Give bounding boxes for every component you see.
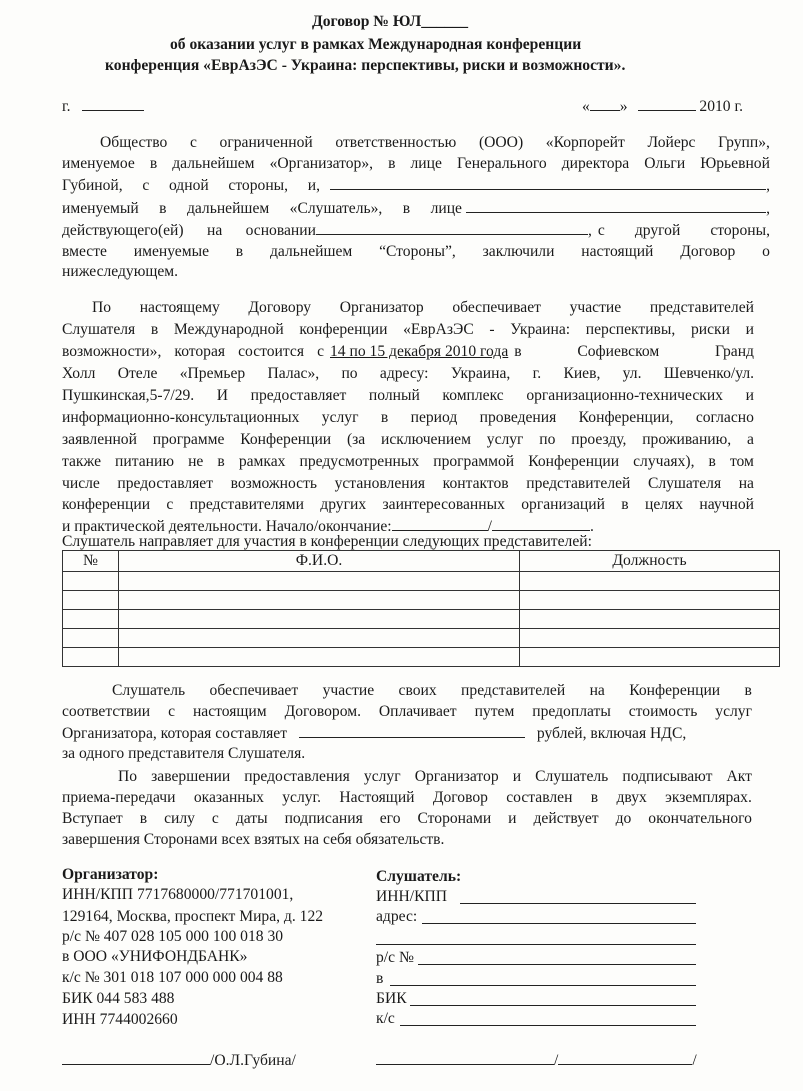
word: участие (569, 299, 622, 316)
word: и (512, 768, 522, 785)
word: «Премьер (179, 365, 246, 382)
word: соответствии (62, 703, 151, 720)
subject-line-10 (62, 496, 754, 514)
subject-line-5 (62, 387, 754, 405)
word: согласно (695, 409, 754, 426)
word: ул. (622, 365, 642, 382)
word: Организатор (339, 299, 424, 316)
subject-line-8 (62, 453, 754, 471)
word: приема-передачи (62, 789, 176, 806)
word: о (762, 243, 770, 260)
listener-inn-kpp-field[interactable] (460, 903, 696, 904)
word: услуг (321, 409, 359, 426)
parties-line-2 (62, 155, 770, 173)
conference-name: конференция «ЕврАзЭС - Украина: перспективы, риски и возможности». (105, 57, 626, 74)
col-no-header: № (63, 551, 119, 572)
day-field[interactable] (590, 97, 620, 111)
word: числе (62, 475, 100, 492)
word: Оплачивает (378, 703, 457, 720)
word: “Стороны”, (379, 243, 456, 260)
payment-line-4: за одного представителя Слушателя. (62, 745, 306, 762)
table-row (63, 629, 780, 648)
word: Конференции (629, 682, 721, 699)
word: предусмотренных (299, 453, 420, 470)
word: экземплярах. (665, 789, 752, 806)
word: участие (322, 682, 375, 699)
word: конференции (62, 496, 151, 513)
table-row (63, 648, 780, 667)
word: предоплаты (532, 703, 611, 720)
word: проезду, (571, 431, 627, 448)
word: своих (398, 682, 437, 699)
listener-bik-label: БИК (376, 990, 407, 1007)
word: программе (152, 431, 225, 448)
listener-bik-field[interactable] (410, 1005, 696, 1006)
parties-line-4: именуемый в дальнейшем «Слушатель», в лице , (62, 200, 770, 217)
word: перспективы, (585, 321, 676, 338)
word: в (744, 682, 752, 699)
word: Договором. (284, 703, 361, 720)
word: обеспечивает (452, 299, 541, 316)
word: заявленной (62, 431, 137, 448)
word: даты (235, 810, 268, 827)
word: предоставляет (250, 387, 347, 404)
word: конференции (299, 321, 388, 338)
subject-line-3 (62, 343, 754, 361)
word: Договор (680, 243, 736, 260)
table-row (63, 610, 780, 629)
word: И (216, 387, 229, 404)
word: директора (561, 155, 630, 172)
word: Гранд (714, 343, 754, 360)
word: заключили (482, 243, 555, 260)
word: заинтересованных (382, 496, 505, 513)
city-label: г. (62, 98, 71, 115)
representatives-table (62, 550, 780, 667)
col-position-header: Должность (520, 551, 780, 572)
listener-address-field[interactable] (422, 923, 696, 924)
completion-line-4: завершения Сторонами всех взятых на себя обязательств. (62, 831, 445, 848)
word: стороны, (710, 222, 770, 239)
word: услуг (363, 768, 401, 785)
word: и (745, 387, 754, 404)
table-intro: Слушатель направляет для участия в конференции следующих представителей: (62, 533, 592, 550)
word: путем (474, 703, 515, 720)
word: рамках (238, 453, 286, 470)
word: Конференции (528, 453, 620, 470)
word: настоящим (192, 703, 267, 720)
listener-account-label: р/с № (376, 949, 414, 966)
word: Международной (173, 321, 284, 338)
word: риски (690, 321, 730, 338)
subject-line-6 (62, 409, 754, 427)
word: Пушкинская,5-7/29. (62, 387, 195, 404)
listener-account-field[interactable] (418, 964, 696, 965)
listener-rep-field[interactable] (466, 199, 766, 213)
word: (ООО) (478, 134, 524, 151)
word: с (166, 496, 174, 513)
word: с (317, 343, 324, 360)
word: стороны, (228, 177, 289, 194)
word: проживанию, (642, 431, 732, 448)
subject-line-1 (92, 299, 754, 317)
word: и (508, 810, 517, 827)
word: в (159, 200, 167, 217)
listener-bank-field[interactable] (390, 985, 696, 986)
word: представителями (189, 496, 304, 513)
word: другой (634, 222, 681, 239)
word: «ЕврАзЭС (403, 321, 474, 338)
word: вместе (62, 243, 107, 260)
word: подписания (284, 810, 363, 827)
word: представителей (526, 475, 631, 492)
price-field[interactable] (299, 724, 525, 738)
end-field[interactable] (492, 517, 590, 531)
word: также (62, 453, 101, 470)
word: лице (410, 155, 442, 172)
word: завершении (151, 768, 231, 785)
word: программой (433, 453, 515, 470)
word: Вступает (62, 810, 123, 827)
word: Общество (100, 134, 168, 151)
listener-bank-label: в (376, 970, 384, 987)
subject-line-4 (62, 365, 754, 383)
word: а (747, 431, 754, 448)
word: Слушатель (535, 768, 609, 785)
listener-org-field[interactable] (330, 176, 766, 190)
word: Слушатель (112, 682, 186, 699)
organizer-heading: Организатор: (62, 866, 159, 883)
word: с (142, 177, 150, 194)
word: проведения (479, 409, 557, 426)
listener-address-field-2[interactable] (376, 944, 696, 945)
parties-line-6 (62, 243, 770, 261)
subject-line-11: и практической деятельности. Начало/окончание: / . (62, 518, 594, 535)
word: Групп», (718, 134, 770, 151)
word: предоставления (244, 768, 350, 785)
word: контактов (442, 475, 509, 492)
word: (за (346, 431, 366, 448)
table-row (63, 591, 780, 610)
word: на (206, 222, 223, 239)
word: с (168, 703, 175, 720)
word: в (388, 155, 396, 172)
word: именуемый (62, 200, 139, 217)
word: - (489, 321, 495, 338)
listener-heading: Слушатель: (376, 868, 462, 885)
parties-line-1 (100, 134, 770, 152)
word: Конференции (240, 431, 332, 448)
col-name-header: Ф.И.О. (119, 551, 520, 572)
word: период (410, 409, 458, 426)
listener-corr-label: к/с (376, 1010, 395, 1027)
word: в (217, 453, 225, 470)
word: Слушателя (647, 475, 722, 492)
organizer-signature: /О.Л.Губина/ (62, 1050, 296, 1071)
word: установления (334, 475, 426, 492)
word: Ольги (644, 155, 686, 172)
listener-corr-field[interactable] (400, 1025, 696, 1026)
parties-line-5: действующего(ей) на основании , с другой стороны, (62, 222, 770, 239)
month-field[interactable] (638, 97, 696, 111)
word: составлен (506, 789, 573, 806)
word: обеспечивает (209, 682, 299, 699)
word: в (235, 243, 244, 260)
word: дальнейшем (186, 200, 270, 217)
word: на (589, 682, 605, 699)
word: в (380, 409, 389, 426)
organizer-address: 129164, Москва, проспект Мира, д. 122 (62, 908, 324, 925)
word: Юрьевной (700, 155, 770, 172)
listener-signature: / / (376, 1050, 697, 1071)
word: исключением (381, 431, 471, 448)
word: Палас», (267, 365, 320, 382)
basis-field[interactable] (316, 221, 588, 235)
word: действует (533, 810, 599, 827)
word: Губиной, (62, 177, 123, 194)
word: том (729, 453, 754, 470)
word: предоставляет (117, 475, 214, 492)
word: на (738, 475, 754, 492)
table-header-row (63, 551, 780, 572)
word: возможность (230, 475, 318, 492)
word: в (590, 789, 599, 806)
word: представителей (649, 299, 754, 316)
word: именуемое (62, 155, 135, 172)
contract-subtitle: об оказании услуг в рамках Международная конференции (170, 36, 582, 53)
word: его (379, 810, 401, 827)
completion-line-3 (62, 810, 752, 828)
word: по (341, 365, 358, 382)
organizer-bank: в ООО «УНИФОНДБАНК» (62, 948, 248, 965)
city-line (62, 97, 144, 116)
word: состоится (238, 343, 305, 360)
word: окончательного (648, 810, 752, 827)
listener-inn-kpp-label: ИНН/КПП (376, 888, 448, 905)
word: в (514, 343, 522, 360)
subject-line-9 (62, 475, 754, 493)
city-field[interactable] (82, 97, 144, 111)
completion-line-2 (62, 789, 752, 807)
word: услуг. (282, 789, 322, 806)
word: в (150, 321, 159, 338)
word: и, (307, 177, 320, 194)
word: научной (699, 496, 754, 513)
word: возможности», (62, 343, 162, 360)
word: в (402, 200, 411, 217)
start-field[interactable] (392, 517, 488, 531)
word: г. (532, 365, 542, 382)
word: дальнейшем (172, 155, 255, 172)
word: настоящий (581, 243, 654, 260)
word: Софиевском (577, 343, 660, 360)
word: Отеле (117, 365, 158, 382)
word: именуемые (133, 243, 209, 260)
word: не (188, 453, 204, 470)
word: «Корпорейт (545, 134, 625, 151)
word: ответственностью (335, 134, 457, 151)
word: «Слушатель», (289, 200, 383, 217)
payment-line-2 (62, 703, 752, 721)
word: По (92, 299, 112, 316)
year-text: 2010 г. (699, 98, 744, 115)
word: с (189, 134, 197, 151)
word: Генерального (456, 155, 547, 172)
parties-line-7: нижеследующем. (62, 263, 179, 280)
word: организаций (521, 496, 605, 513)
word: настоящему (139, 299, 220, 316)
word: и (745, 321, 754, 338)
word: дальнейшем (269, 243, 353, 260)
word: в (708, 453, 716, 470)
word: представителей (461, 682, 566, 699)
word: Настоящий (339, 789, 415, 806)
word: адресу: (379, 365, 429, 382)
payment-line-1 (112, 682, 752, 700)
conference-dates: 14 по 15 декабря 2010 года (330, 343, 509, 360)
subject-line-2 (62, 321, 754, 339)
subject-line-7 (62, 431, 754, 449)
word: с (211, 810, 219, 827)
word: услуг (715, 703, 752, 720)
word: стоимость (628, 703, 698, 720)
word: комплекс (442, 387, 504, 404)
word: Акт (726, 768, 752, 785)
organizer-signature-field[interactable] (62, 1051, 210, 1065)
word: целях (645, 496, 684, 513)
word: Договору (248, 299, 312, 316)
word: питанию (115, 453, 175, 470)
word: Украина, (450, 365, 511, 382)
payment-line-3: Организатора, которая составляет рублей, включая НДС, (62, 725, 687, 742)
organizer-inn: ИНН 7744002660 (62, 1011, 178, 1028)
word: «Организатор», (269, 155, 374, 172)
word: информационно-консультационных (62, 409, 300, 426)
word: Конференции, (578, 409, 674, 426)
contract-title: Договор № ЮЛ______ (312, 13, 469, 30)
listener-signature-name-field[interactable] (558, 1051, 692, 1065)
word: Украина: (510, 321, 571, 338)
word: Договор (432, 789, 488, 806)
word: двух (616, 789, 647, 806)
word: услуг (486, 431, 524, 448)
word: силу (164, 810, 195, 827)
word: по (539, 431, 556, 448)
word: в (149, 155, 158, 172)
word: в (621, 496, 629, 513)
word: лице (430, 200, 462, 217)
organizer-bik: БИК 044 583 488 (62, 990, 175, 1007)
table-row (63, 572, 780, 591)
word: с (597, 222, 605, 239)
organizer-inn-kpp: ИНН/КПП 7717680000/771701001, (62, 886, 294, 903)
organizer-account: р/с № 407 028 105 000 100 018 30 (62, 928, 284, 945)
organizer-corr-account: к/с № 301 018 107 000 000 004 88 (62, 969, 283, 986)
word: подписывают (622, 768, 713, 785)
listener-signature-field[interactable] (376, 1051, 554, 1065)
listener-address-label: адрес: (376, 908, 418, 925)
word: полный (368, 387, 420, 404)
word: других (320, 496, 367, 513)
word: которая (174, 343, 226, 360)
parties-line-3: Губиной, с одной стороны, и, , (62, 177, 770, 194)
word: действующего(ей) (62, 222, 184, 239)
word: организационно-технических (526, 387, 723, 404)
date-line: « » 2010 г. (582, 98, 744, 115)
word: Холл (62, 365, 96, 382)
word: ограниченной (219, 134, 313, 151)
word: основании (245, 222, 316, 239)
word: случаях), (633, 453, 695, 470)
word: одной (168, 177, 209, 194)
word: Шевченко/ул. (663, 365, 754, 382)
word: Киев, (563, 365, 601, 382)
word: до (615, 810, 632, 827)
word: Лойерс (647, 134, 696, 151)
word: По (118, 768, 138, 785)
word: Сторонами (417, 810, 492, 827)
word: Слушателя (62, 321, 136, 338)
completion-line-1 (118, 768, 752, 786)
word: оказанных (193, 789, 264, 806)
word: Организатор (414, 768, 499, 785)
word: в (139, 810, 148, 827)
